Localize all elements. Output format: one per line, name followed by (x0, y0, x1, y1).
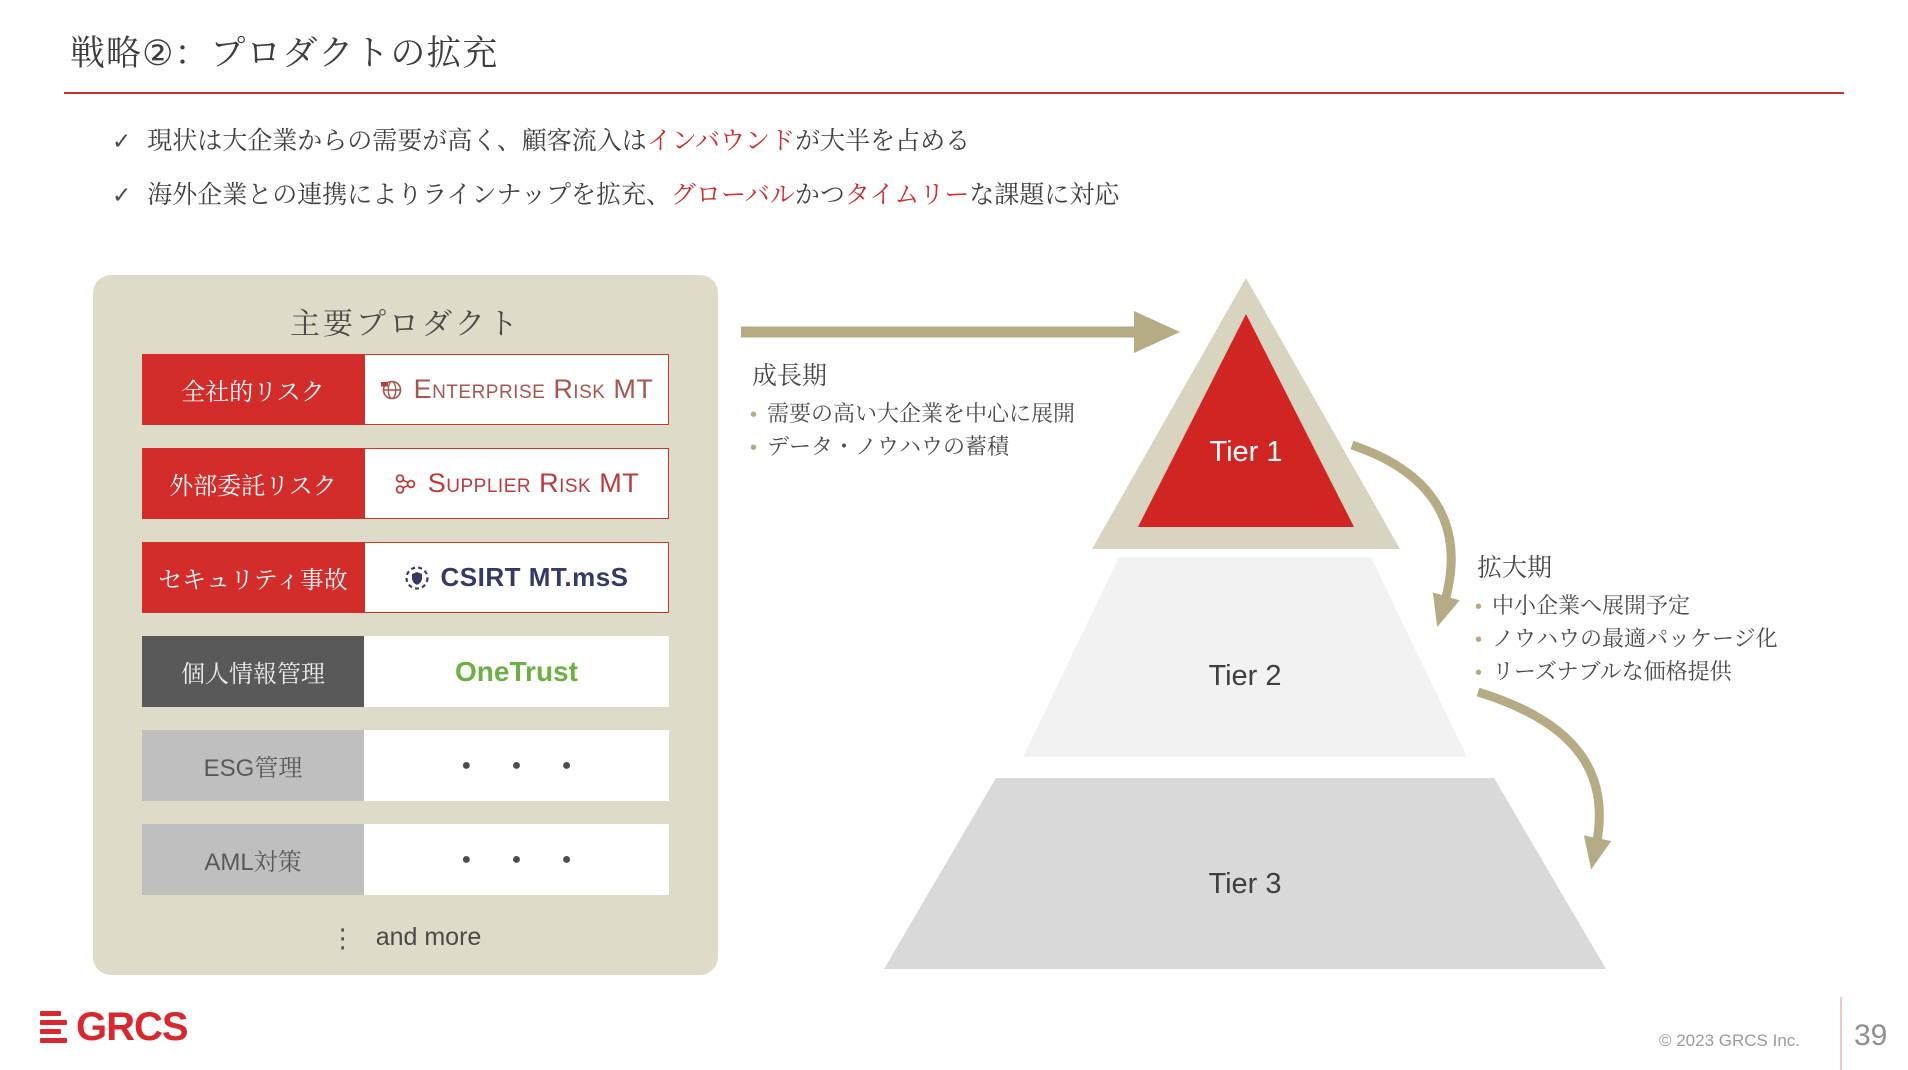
bullet-dot-icon: • (1475, 629, 1483, 651)
page-number: 39 (1854, 1019, 1888, 1052)
list-item: • 需要の高い大企業を中心に展開 (750, 401, 1076, 426)
tier2-label: Tier 2 (1208, 660, 1282, 692)
product-row-onetrust (142, 636, 669, 707)
product-cell (364, 730, 669, 801)
tier3-label: Tier 3 (1208, 868, 1282, 900)
growth-phase-title: 成長期 (752, 362, 828, 390)
product-category: 全社的リスク (142, 354, 364, 425)
supplier-risk-logo: Supplier Risk MT (427, 468, 640, 498)
product-category: セキュリティ事故 (142, 542, 364, 613)
product-row-esg (142, 730, 669, 801)
product-cell (364, 354, 669, 425)
and-more-row (93, 923, 718, 952)
product-category: 個人情報管理 (142, 636, 364, 707)
enterprise-risk-logo: Enterprise Risk MT (413, 374, 654, 404)
product-cell (364, 824, 669, 895)
check-icon: ✓ (112, 128, 132, 154)
list-item: • 中小企業へ展開予定 (1475, 593, 1691, 618)
grcs-bars-icon (40, 1011, 67, 1044)
product-row-csirt (142, 542, 669, 613)
grcs-logo (40, 1007, 188, 1047)
onetrust-logo: OneTrust (455, 655, 578, 687)
intro-bullet-2-text: 海外企業との連携によりラインナップを拡充、グローバルかつタイムリーな課題に対応 (147, 181, 1120, 209)
globe-icon (380, 378, 404, 402)
and-more-label: and more (375, 923, 482, 951)
panel-to-pyramid-arrow (741, 311, 1180, 353)
list-item: • ノウハウの最適パッケージ化 (1475, 626, 1778, 651)
product-row-supplier-risk (142, 448, 669, 519)
placeholder-dots-icon: ● ● ● (461, 756, 590, 774)
placeholder-dots-icon: ● ● ● (461, 850, 590, 868)
footer-divider (1840, 997, 1842, 1070)
products-panel-title: 主要プロダクト (290, 308, 521, 341)
product-rows (142, 354, 669, 918)
csirt-logo: CSIRT MT.msS (440, 562, 629, 592)
page-title: 戦略②：プロダクトの拡充 (70, 34, 499, 73)
product-category: 外部委託リスク (142, 448, 364, 519)
intro-bullet-1-text: 現状は大企業からの需要が高く、顧客流入はインバウンドが大半を占める (147, 127, 971, 155)
shield-icon (404, 565, 430, 591)
list-item: • リーズナブルな価格提供 (1475, 659, 1732, 684)
vertical-ellipsis-icon: ⋮ (329, 922, 356, 953)
tier2-trapezoid (1023, 557, 1467, 757)
bullet-dot-icon: • (750, 404, 758, 426)
intro-bullet-1 (112, 124, 1119, 158)
list-item: • データ・ノウハウの蓄積 (750, 434, 1010, 459)
product-category: ESG管理 (142, 730, 364, 801)
expansion-phase-items (1475, 590, 1778, 689)
supplier-network-icon (394, 472, 418, 496)
product-row-enterprise-risk (142, 354, 669, 425)
expansion-phase-title: 拡大期 (1477, 554, 1553, 582)
intro-bullets (112, 124, 1119, 232)
bullet-dot-icon: • (1475, 662, 1483, 684)
bullet-dot-icon: • (1475, 596, 1483, 618)
product-cell (364, 448, 669, 519)
main-products-panel (93, 275, 718, 975)
product-row-aml (142, 824, 669, 895)
growth-phase-items (750, 398, 1075, 464)
check-icon: ✓ (112, 182, 132, 208)
intro-bullet-2 (112, 178, 1119, 212)
product-cell (364, 542, 669, 613)
title-underline (64, 92, 1844, 94)
product-cell (364, 636, 669, 707)
product-category: AML対策 (142, 824, 364, 895)
tier1-label: Tier 1 (1209, 436, 1283, 468)
copyright-text: © 2023 GRCS Inc. (1658, 1031, 1800, 1050)
grcs-logo-text: GRCS (76, 1005, 188, 1049)
bullet-dot-icon: • (750, 437, 758, 459)
